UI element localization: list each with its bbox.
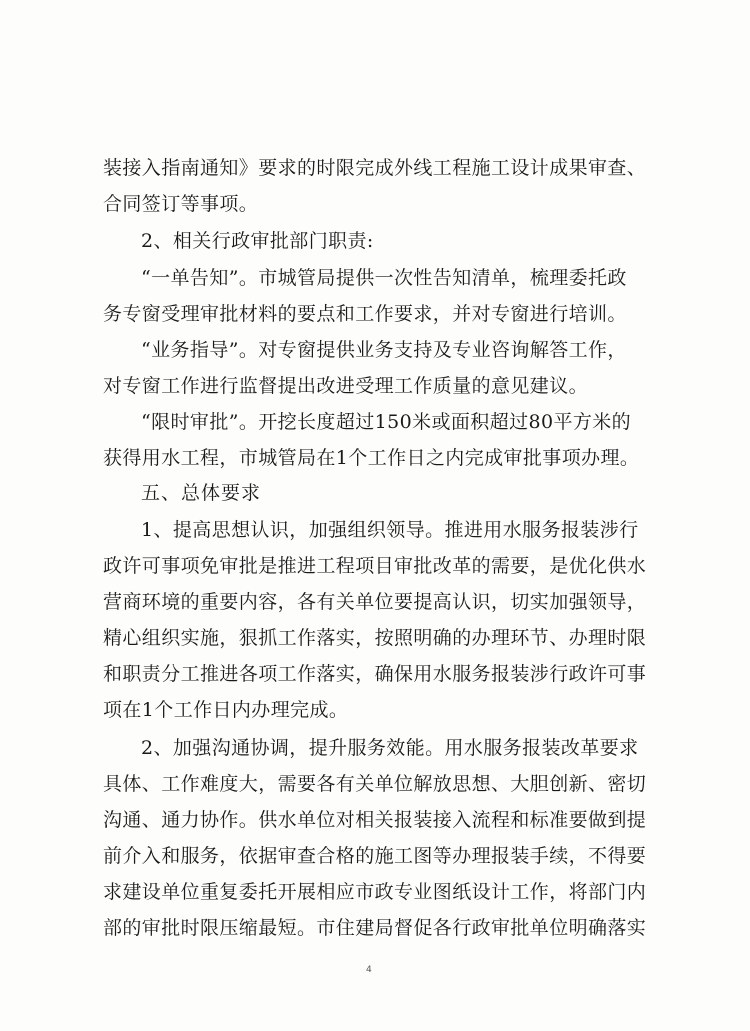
text-line-4: “一单告知”。市城管局提供一次性告知清单，梳理委托政 <box>141 267 627 289</box>
text-line-21: 求建设单位重复委托开展相应市政专业图纸设计工作，将部门内 <box>103 881 647 903</box>
page-number: 4 <box>366 965 372 975</box>
text-line-5: 务专窗受理审批材料的要点和工作要求，并对专窗进行培训。 <box>103 303 627 325</box>
text-line-12: 政许可事项免审批是推进工程项目审批改革的需要，是优化供水 <box>103 555 647 577</box>
text-line-17: 2、加强沟通协调，提升服务效能。用水服务报装改革要求 <box>141 737 639 759</box>
text-line-19: 沟通、通力协作。供水单位对相关报装接入流程和标准要做到提 <box>103 809 647 831</box>
text-line-20: 前介入和服务，依据审查合格的施工图等办理报装手续，不得要 <box>103 845 647 867</box>
text-line-6: “业务指导”。对专窗提供业务支持及专业咨询解答工作， <box>141 339 627 361</box>
text-line-2: 合同签订等事项。 <box>103 193 259 215</box>
text-line-15: 和职责分工推进各项工作落实，确保用水服务报装涉行政许可事 <box>103 663 647 685</box>
text-line-16: 项在1个工作日内办理完成。 <box>103 699 349 721</box>
text-line-9: 获得用水工程，市城管局在1个工作日之内完成审批事项办理。 <box>103 447 640 469</box>
text-line-13: 营商环境的重要内容，各有关单位要提高认识，切实加强领导， <box>103 591 647 613</box>
text-line-7: 对专窗工作进行监督提出改进受理工作质量的意见建议。 <box>103 375 589 397</box>
text-line-14: 精心组织实施，狠抓工作落实，按照明确的办理环节、办理时限 <box>103 627 647 649</box>
text-line-3: 2、相关行政审批部门职责: <box>141 230 374 252</box>
section-heading: 五、总体要求 <box>141 482 262 504</box>
text-line-8: “限时审批”。开挖长度超过150米或面积超过80平方米的 <box>141 411 632 433</box>
text-line-18: 具体、工作难度大，需要各有关单位解放思想、大胆创新、密切 <box>103 773 647 795</box>
text-line-1: 装接入指南通知》要求的时限完成外线工程施工设计成果审查、 <box>103 157 647 179</box>
text-line-22: 部的审批时限压缩最短。市住建局督促各行政审批单位明确落实 <box>103 917 647 939</box>
text-line-11: 1、提高思想认识，加强组织领导。推进用水服务报装涉行 <box>141 519 639 541</box>
